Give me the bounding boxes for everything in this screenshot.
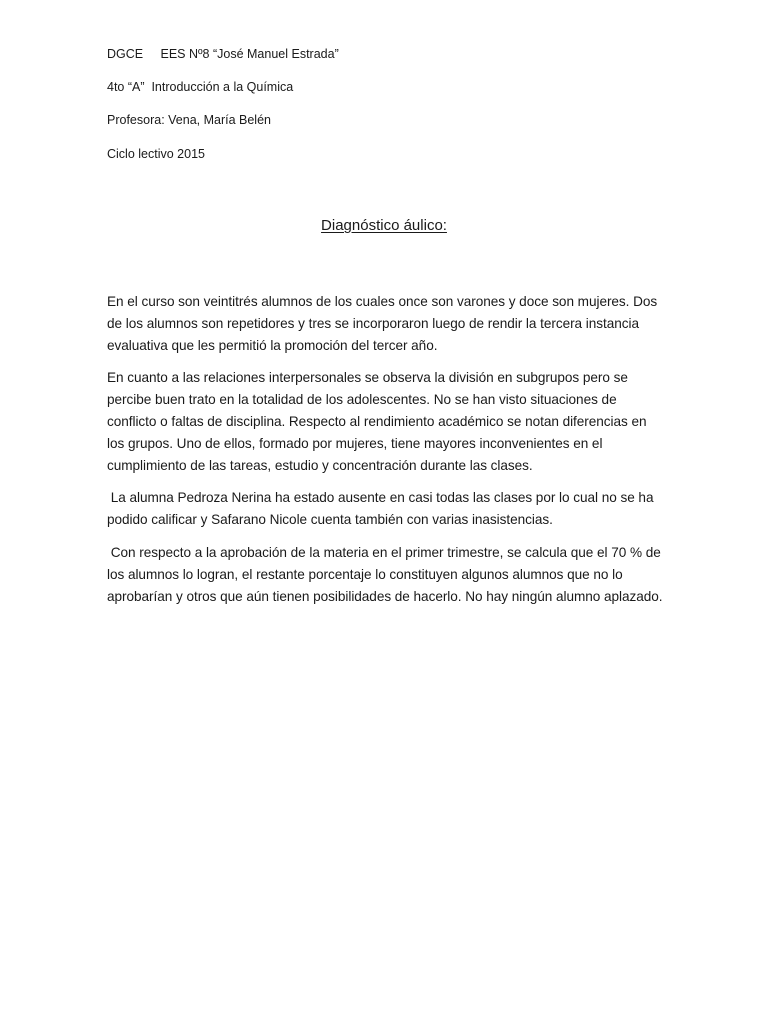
paragraph-approval: Con respecto a la aprobación de la materia en el primer trimestre, se calcula que el 70 % de los alumnos lo logran, el restante porcentaje lo constituyen algunos alumnos que no lo aprobarían y otros que aún tienen posibilidades de hacerlo. No hay ningún alumno aplazado. [107, 544, 665, 604]
paragraph-absences: La alumna Pedroza Nerina ha estado ausente en casi todas las clases por lo cual no se ha podido calificar y Safarano Nicole cuenta también con varias inasistencias. [107, 490, 658, 528]
document-body [107, 291, 667, 618]
document-title: Diagnóstico áulico: [321, 217, 447, 234]
paragraph-interpersonal-relations: En cuanto a las relaciones interpersonales se observa la división en subgrupos pero se percibe buen trato en la totalidad de los adolescentes. No se han visto situaciones de conflicto o faltas de disciplina. Respecto al rendimiento académico se notan diferencias en los grupos. Uno de ellos, formado por mujeres, tiene mayores inconvenientes en el cumplimiento de las tareas, estudio y concentración durante las clases. [107, 370, 651, 473]
header-course-line: 4to “A” Introducción a la Química [107, 80, 294, 94]
header-year-line: Ciclo lectivo 2015 [107, 147, 205, 161]
paragraph-course-composition: En el curso son veintitrés alumnos de los cuales once son varones y doce son mujeres. Dos de los alumnos son repetidores y tres se incorporaron luego de rendir la tercera instancia evaluativa que les permitió la promoción del tercer año. [107, 294, 661, 353]
header-teacher-line: Profesora: Vena, María Belén [107, 113, 271, 127]
header-school-line: DGCE EES Nº8 “José Manuel Estrada” [107, 47, 339, 61]
